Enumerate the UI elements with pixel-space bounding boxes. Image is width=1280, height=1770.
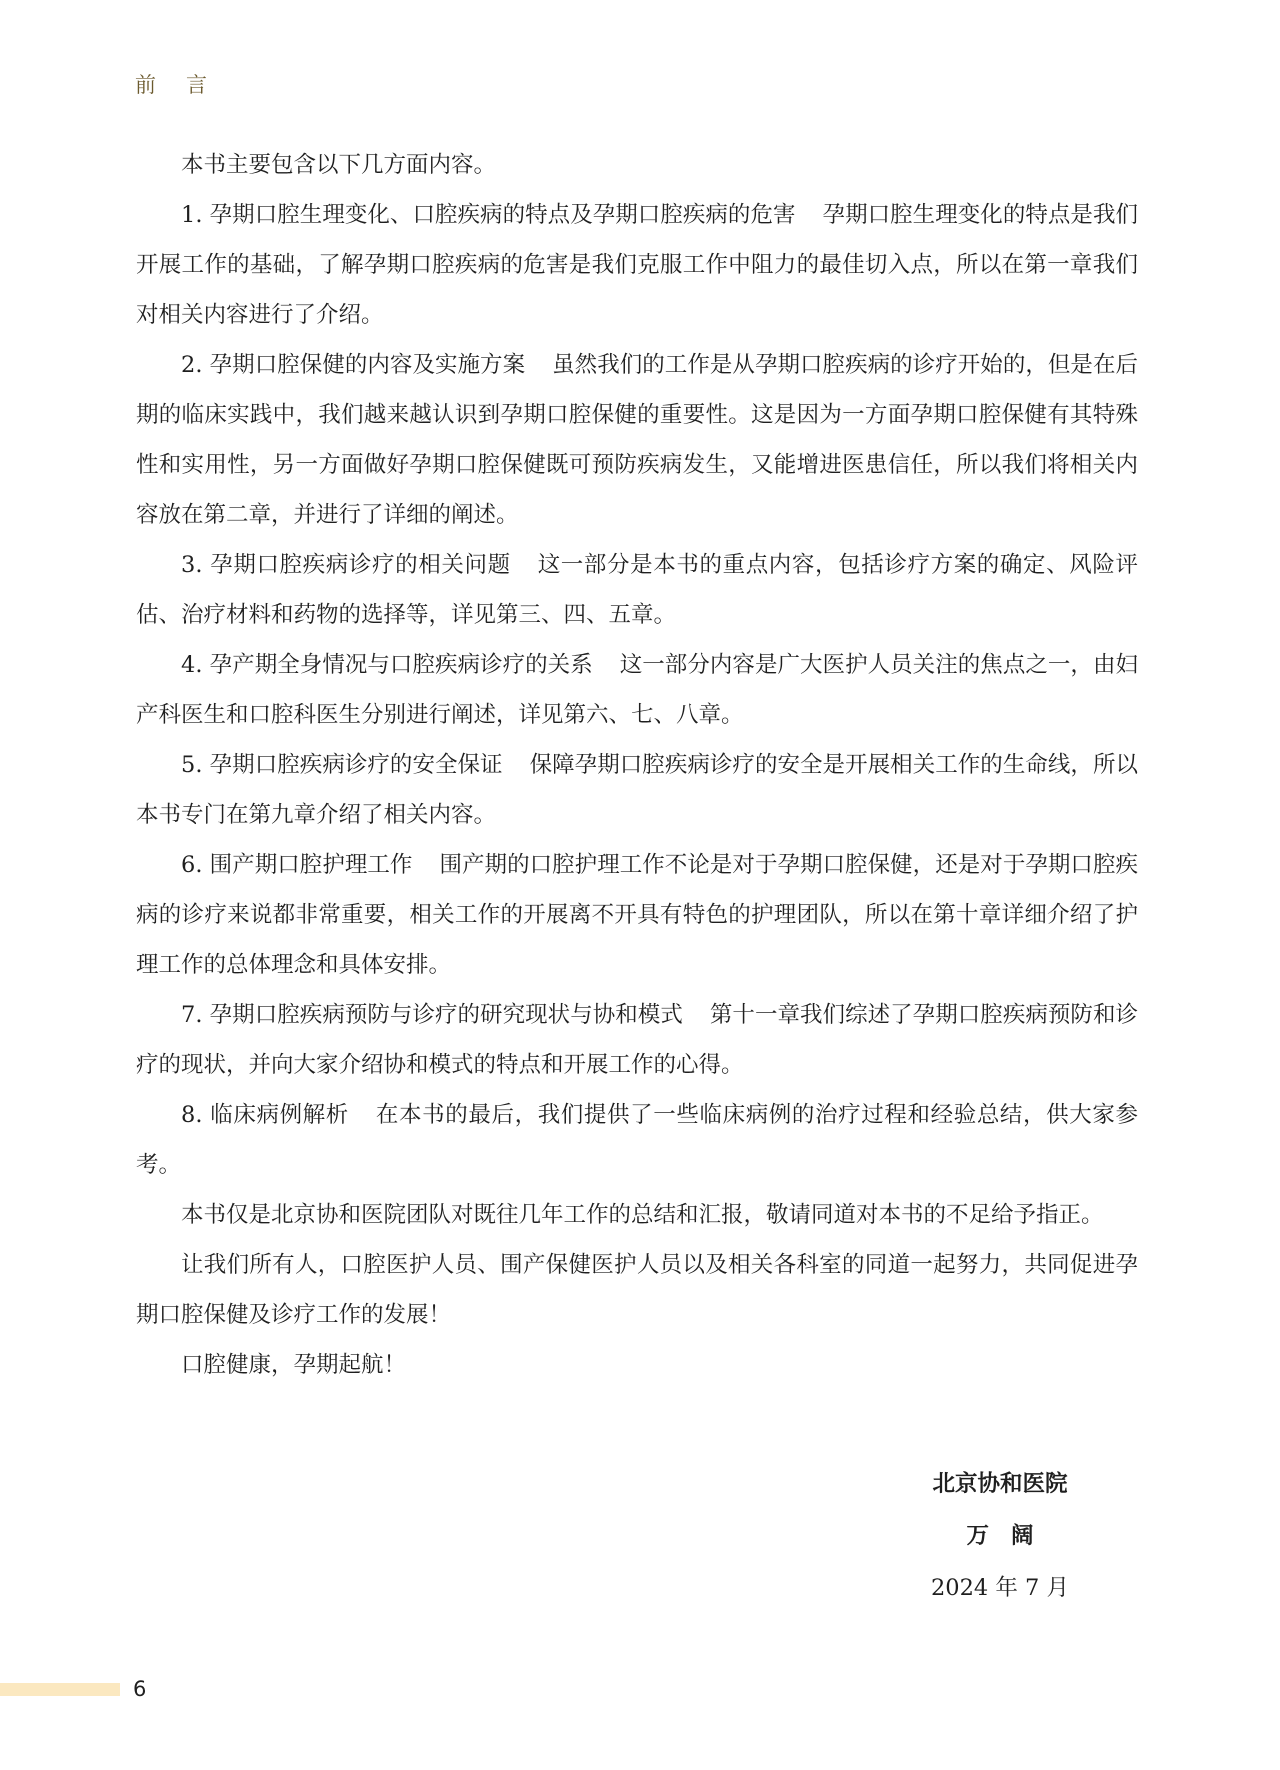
item-title: 3. 孕期口腔疾病诊疗的相关问题: [181, 552, 511, 578]
item-text: 保障孕期口腔疾病诊疗的安全是开展相关工作的生命线，所以本书专门在第九章介绍了相关内容。: [136, 752, 1138, 828]
signature-organization: 北京协和医院: [932, 1471, 1068, 1497]
item-text: 这一部分是本书的重点内容，包括诊疗方案的确定、风险评估、治疗材料和药物的选择等，详见第三、四、五章。: [136, 552, 1138, 628]
footer-decorative-bar: [0, 1683, 120, 1696]
item-title: 6. 围产期口腔护理工作: [181, 852, 413, 878]
item-title: 1. 孕期口腔生理变化、口腔疾病的特点及孕期口腔疾病的危害: [181, 202, 796, 228]
item-paragraph-7: [136, 990, 1138, 1090]
item-paragraph-6: [136, 840, 1138, 990]
item-paragraph-5: [136, 740, 1138, 840]
item-title: 8. 临床病例解析: [181, 1102, 349, 1128]
closing-paragraph-3: 口腔健康，孕期起航！: [181, 1352, 407, 1378]
signature-block: [880, 1458, 1120, 1614]
item-paragraph-3: [136, 540, 1138, 640]
item-paragraph-2: [136, 340, 1138, 540]
item-text: 围产期的口腔护理工作不论是对于孕期口腔保健，还是对于孕期口腔疾病的诊疗来说都非常重要，相关工作的开展离不开具有特色的护理团队，所以在第十章详细介绍了护理工作的总体理念和具体安排。: [136, 852, 1138, 978]
item-text: 第十一章我们综述了孕期口腔疾病预防和诊疗的现状，并向大家介绍协和模式的特点和开展工作的心得。: [136, 1002, 1138, 1078]
item-paragraph-8: [136, 1090, 1138, 1190]
item-paragraph-4: [136, 640, 1138, 740]
item-title: 7. 孕期口腔疾病预防与诊疗的研究现状与协和模式: [181, 1002, 683, 1028]
signature-date: 2024 年 7 月: [930, 1575, 1070, 1601]
intro-paragraph: 本书主要包含以下几方面内容。: [181, 152, 497, 178]
item-title: 5. 孕期口腔疾病诊疗的安全保证: [181, 752, 503, 778]
item-text: 虽然我们的工作是从孕期口腔疾病的诊疗开始的，但是在后期的临床实践中，我们越来越认识到孕期口腔保健的重要性。这是因为一方面孕期口腔保健有其特殊性和实用性，另一方面做好孕期口腔保健既可预防疾病发生，又能增进医患信任，所以我们将相关内容放在第二章，并进行了详细的阐述。: [136, 352, 1138, 528]
item-text: 孕期口腔生理变化的特点是我们开展工作的基础，了解孕期口腔疾病的危害是我们克服工作中阻力的最佳切入点，所以在第一章我们对相关内容进行了介绍。: [136, 202, 1138, 328]
closing-paragraph-2: 让我们所有人，口腔医护人员、围产保健医护人员以及相关各科室的同道一起努力，共同促进孕期口腔保健及诊疗工作的发展！: [136, 1252, 1138, 1328]
item-title: 4. 孕产期全身情况与口腔疾病诊疗的关系: [181, 652, 593, 678]
item-paragraph-1: [136, 190, 1138, 340]
signature-author: 万阔: [966, 1523, 1056, 1549]
closing-paragraph-1: 本书仅是北京协和医院团队对既往几年工作的总结和汇报，敬请同道对本书的不足给予指正。: [181, 1202, 1104, 1228]
item-text: 这一部分内容是广大医护人员关注的焦点之一，由妇产科医生和口腔科医生分别进行阐述，详见第六、七、八章。: [136, 652, 1138, 728]
preface-body: [136, 140, 1138, 1390]
page-header-title: 前言: [135, 73, 237, 97]
page-number: 6: [133, 1677, 147, 1701]
item-title: 2. 孕期口腔保健的内容及实施方案: [181, 352, 526, 378]
item-text: 在本书的最后，我们提供了一些临床病例的治疗过程和经验总结，供大家参考。: [136, 1102, 1138, 1178]
